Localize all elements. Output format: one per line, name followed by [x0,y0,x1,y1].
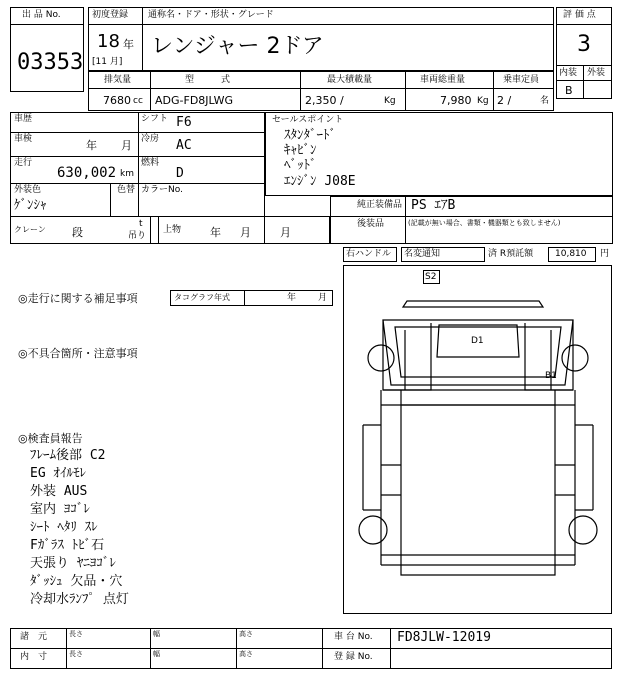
max-load-label: 最大積載量 [327,75,373,85]
inspector-item-8: ﾀﾞｯｼｭ 欠品・穴 [30,574,123,589]
rhd-label: 右ハンドル [346,249,392,259]
inspector-item-5: ｼｰﾄ ﾍﾀﾘ ｽﾚ [30,520,98,535]
inspector-item-7: 天張り ﾔﾆﾖｺﾞﾚ [30,556,116,571]
interior-grade-value: B [565,84,573,97]
reg-no-label: 登 録 No. [334,652,373,662]
dims-label: 諸 元 [20,632,48,642]
chassis-value: FD8JLW-12019 [397,630,491,645]
sales-point-3: ﾍﾞｯﾄﾞ [284,158,317,173]
aftermarket-note: (記載が無い場合、書類・機器類とも致しません) [408,219,561,227]
first-reg-label: 初度登録 [92,10,129,20]
lot-number: 03353 [17,50,84,75]
model-value: ADG-FD8JLWG [155,94,234,107]
top-month-b: 月 [280,226,291,239]
genuine-equip-label: 純正装備品 [357,200,403,210]
inspector-item-1: ﾌﾚｰﾑ後部 C2 [30,448,106,463]
inspector-item-9: 冷却水ﾗﾝﾌﾟ 点灯 [30,592,129,607]
grade-value: 3 [577,32,591,57]
interior-grade-label: 内装 [559,68,578,78]
year-unit: 年 [123,38,134,51]
color-code-label: カラーNo. [141,185,183,195]
interior-dims-label: 内 寸 [20,652,48,662]
inspector-report-label: ◎検査員報告 [18,432,83,445]
width-label-2: 幅 [153,650,160,658]
gross-weight-value: 7,980 [440,94,472,107]
model-label: 型 式 [185,75,231,85]
vehicle-name: レンジャー 2ドア [151,34,324,59]
shift-label: シフト [141,114,169,124]
gross-weight-label: 車両総重量 [420,75,466,85]
inspector-item-4: 室内 ﾖｺﾞﾚ [30,502,90,517]
tacho-label: タコグラフ年式 [174,293,230,302]
sales-points-label: セールスポイント [272,115,344,125]
sales-point-1: ｽﾀﾝﾀﾞｰﾄﾞ [284,128,336,143]
displacement-unit: cc [133,96,143,106]
max-load-unit: Kg [384,96,396,106]
aftermarket-label: 後装品 [357,219,385,229]
mileage-label: 走行 [14,158,33,168]
length-label-2: 長さ [69,650,83,658]
recycle-amount: 10,810 [555,249,587,259]
mileage-value: 630,002 [57,165,117,181]
ac-label: 冷房 [141,134,160,144]
fuel-value: D [176,166,184,181]
mark-b1: B1 [545,371,557,381]
capacity-value: 2 / [497,94,512,107]
top-month: 月 [240,226,251,239]
length-label: 長さ [69,630,83,638]
width-label: 幅 [153,630,160,638]
ac-value: AC [176,138,192,153]
recycle-label: 済 R預託額 [488,249,534,259]
crane-steps: 段 [72,226,83,239]
sales-point-4: ｴﾝｼﾞﾝ J08E [284,174,356,189]
top-year: 年 [210,226,221,239]
history-label: 車歴 [14,114,33,124]
tacho-month: 月 [318,293,328,303]
gross-weight-unit: Kg [477,96,489,106]
height-label: 高さ [239,630,253,638]
crane-t: t [139,219,143,229]
displacement-value: 7680 [103,94,131,107]
exterior-grade-label: 外装 [587,68,606,78]
shift-value: F6 [176,115,192,130]
tacho-year: 年 [287,293,297,303]
mark-s2: S2 [425,272,437,282]
top-extra-box [265,216,330,244]
inspector-item-6: Fｶﾞﾗｽ ﾄﾋﾞ石 [30,538,105,553]
inspector-item-2: EG ｵｲﾙﾓﾚ [30,466,86,481]
mark-d1: D1 [471,336,484,346]
truck-diagram [343,265,612,614]
color-change-label: 色替 [117,185,136,195]
mileage-unit: km [120,169,134,179]
displacement-label: 排気量 [104,75,132,85]
height-label-2: 高さ [239,650,253,658]
name-label: 通称名・ドア・形状・グレード [148,10,274,20]
sales-point-2: ｷｬﾋﾞﾝ [284,143,317,158]
name-change-label: 名変通知 [404,249,441,259]
crane-hang: 吊り [128,231,147,241]
first-reg-month: [11 月] [92,57,123,67]
fuel-label: 燃料 [141,158,160,168]
max-load-value: 2,350 / [305,94,344,107]
first-reg-year: 18 [97,31,120,52]
inspection-month: 月 [121,139,132,152]
recycle-unit: 円 [600,249,610,259]
inspection-year: 年 [86,139,97,152]
grade-label: 評 価 点 [563,10,596,20]
capacity-label: 乗車定員 [503,75,540,85]
inspection-label: 車検 [14,134,33,144]
top-label: 上物 [163,225,182,235]
lot-no-label: 出 品 No. [22,10,61,20]
chassis-label: 車 台 No. [334,632,373,642]
crane-label: クレーン [14,225,46,234]
capacity-unit: 名 [540,96,550,106]
exterior-color-label: 外装色 [14,185,42,195]
exterior-color-value: ｹﾞﾝｼｬ [14,198,47,213]
inspector-item-3: 外装 AUS [30,484,88,499]
genuine-equip-value: PS ｴｱB [411,198,456,213]
driving-notes-label: ◎走行に関する補足事項 [18,292,138,305]
defects-label: ◎不具合箇所・注意事項 [18,347,138,360]
